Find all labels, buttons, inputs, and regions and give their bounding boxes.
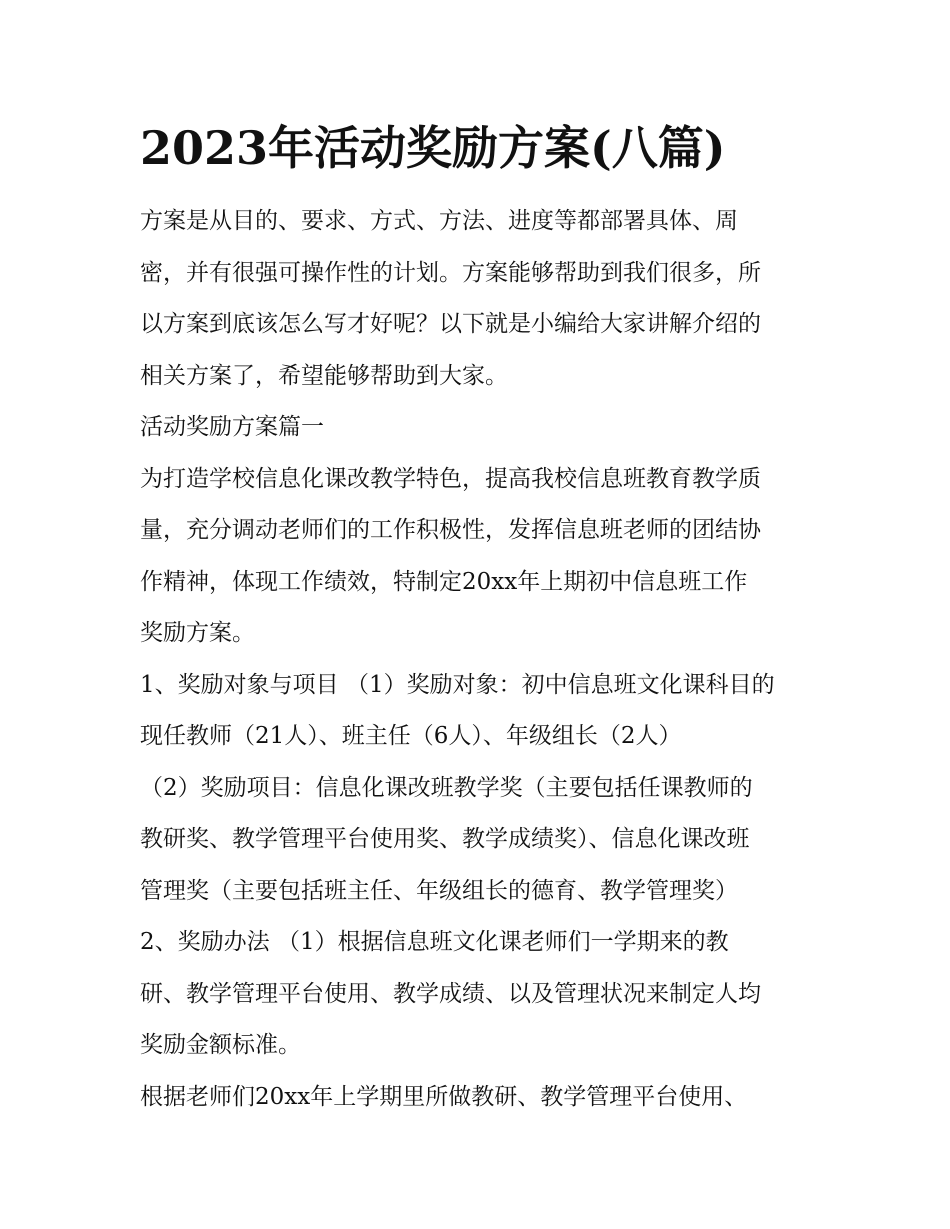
body-line: 2、奖励办法 （1）根据信息班文化课老师们一学期来的教 (140, 929, 729, 955)
body-line: 为打造学校信息化课改教学特色，提高我校信息班教育教学质 (140, 465, 761, 492)
body-line: 奖励方案。 (140, 620, 255, 646)
body-line: 作精神，体现工作绩效，特制定20xx年上期初中信息班工作 (140, 568, 748, 595)
body-line: 方案是从目的、要求、方式、方法、进度等都部署具体、周 (140, 208, 738, 234)
body-line: 以方案到底该怎么写才好呢？以下就是小编给大家讲解介绍的 (140, 311, 761, 337)
body-line: 管理奖（主要包括班主任、年级组长的德育、教学管理奖） (140, 877, 738, 904)
body-line: 1、奖励对象与项目 （1）奖励对象：初中信息班文化课科目的 (140, 671, 775, 698)
document-title: 2023年活动奖励方案(八篇) (140, 121, 726, 175)
body-line: 现任教师（21人）、班主任（6人）、年级组长（2人） (140, 723, 682, 749)
body-line: 奖励金额标准。 (140, 1032, 301, 1058)
body-line: （2）奖励项目：信息化课改班教学奖（主要包括任课教师的 (140, 774, 753, 801)
section-heading: 活动奖励方案篇一 (140, 414, 324, 440)
body-line: 量，充分调动老师们的工作积极性，发挥信息班老师的团结协 (140, 517, 761, 543)
body-line: 根据老师们20xx年上学期里所做教研、教学管理平台使用、 (140, 1083, 748, 1110)
body-line: 教研奖、教学管理平台使用奖、教学成绩奖）、信息化课改班 (140, 826, 750, 852)
body-line: 研、教学管理平台使用、教学成绩、以及管理状况来制定人均 (140, 980, 761, 1007)
body-line: 密，并有很强可操作性的计划。方案能够帮助到我们很多，所 (140, 259, 761, 286)
document-body (140, 196, 830, 1123)
body-line: 相关方案了，希望能够帮助到大家。 (140, 362, 508, 389)
